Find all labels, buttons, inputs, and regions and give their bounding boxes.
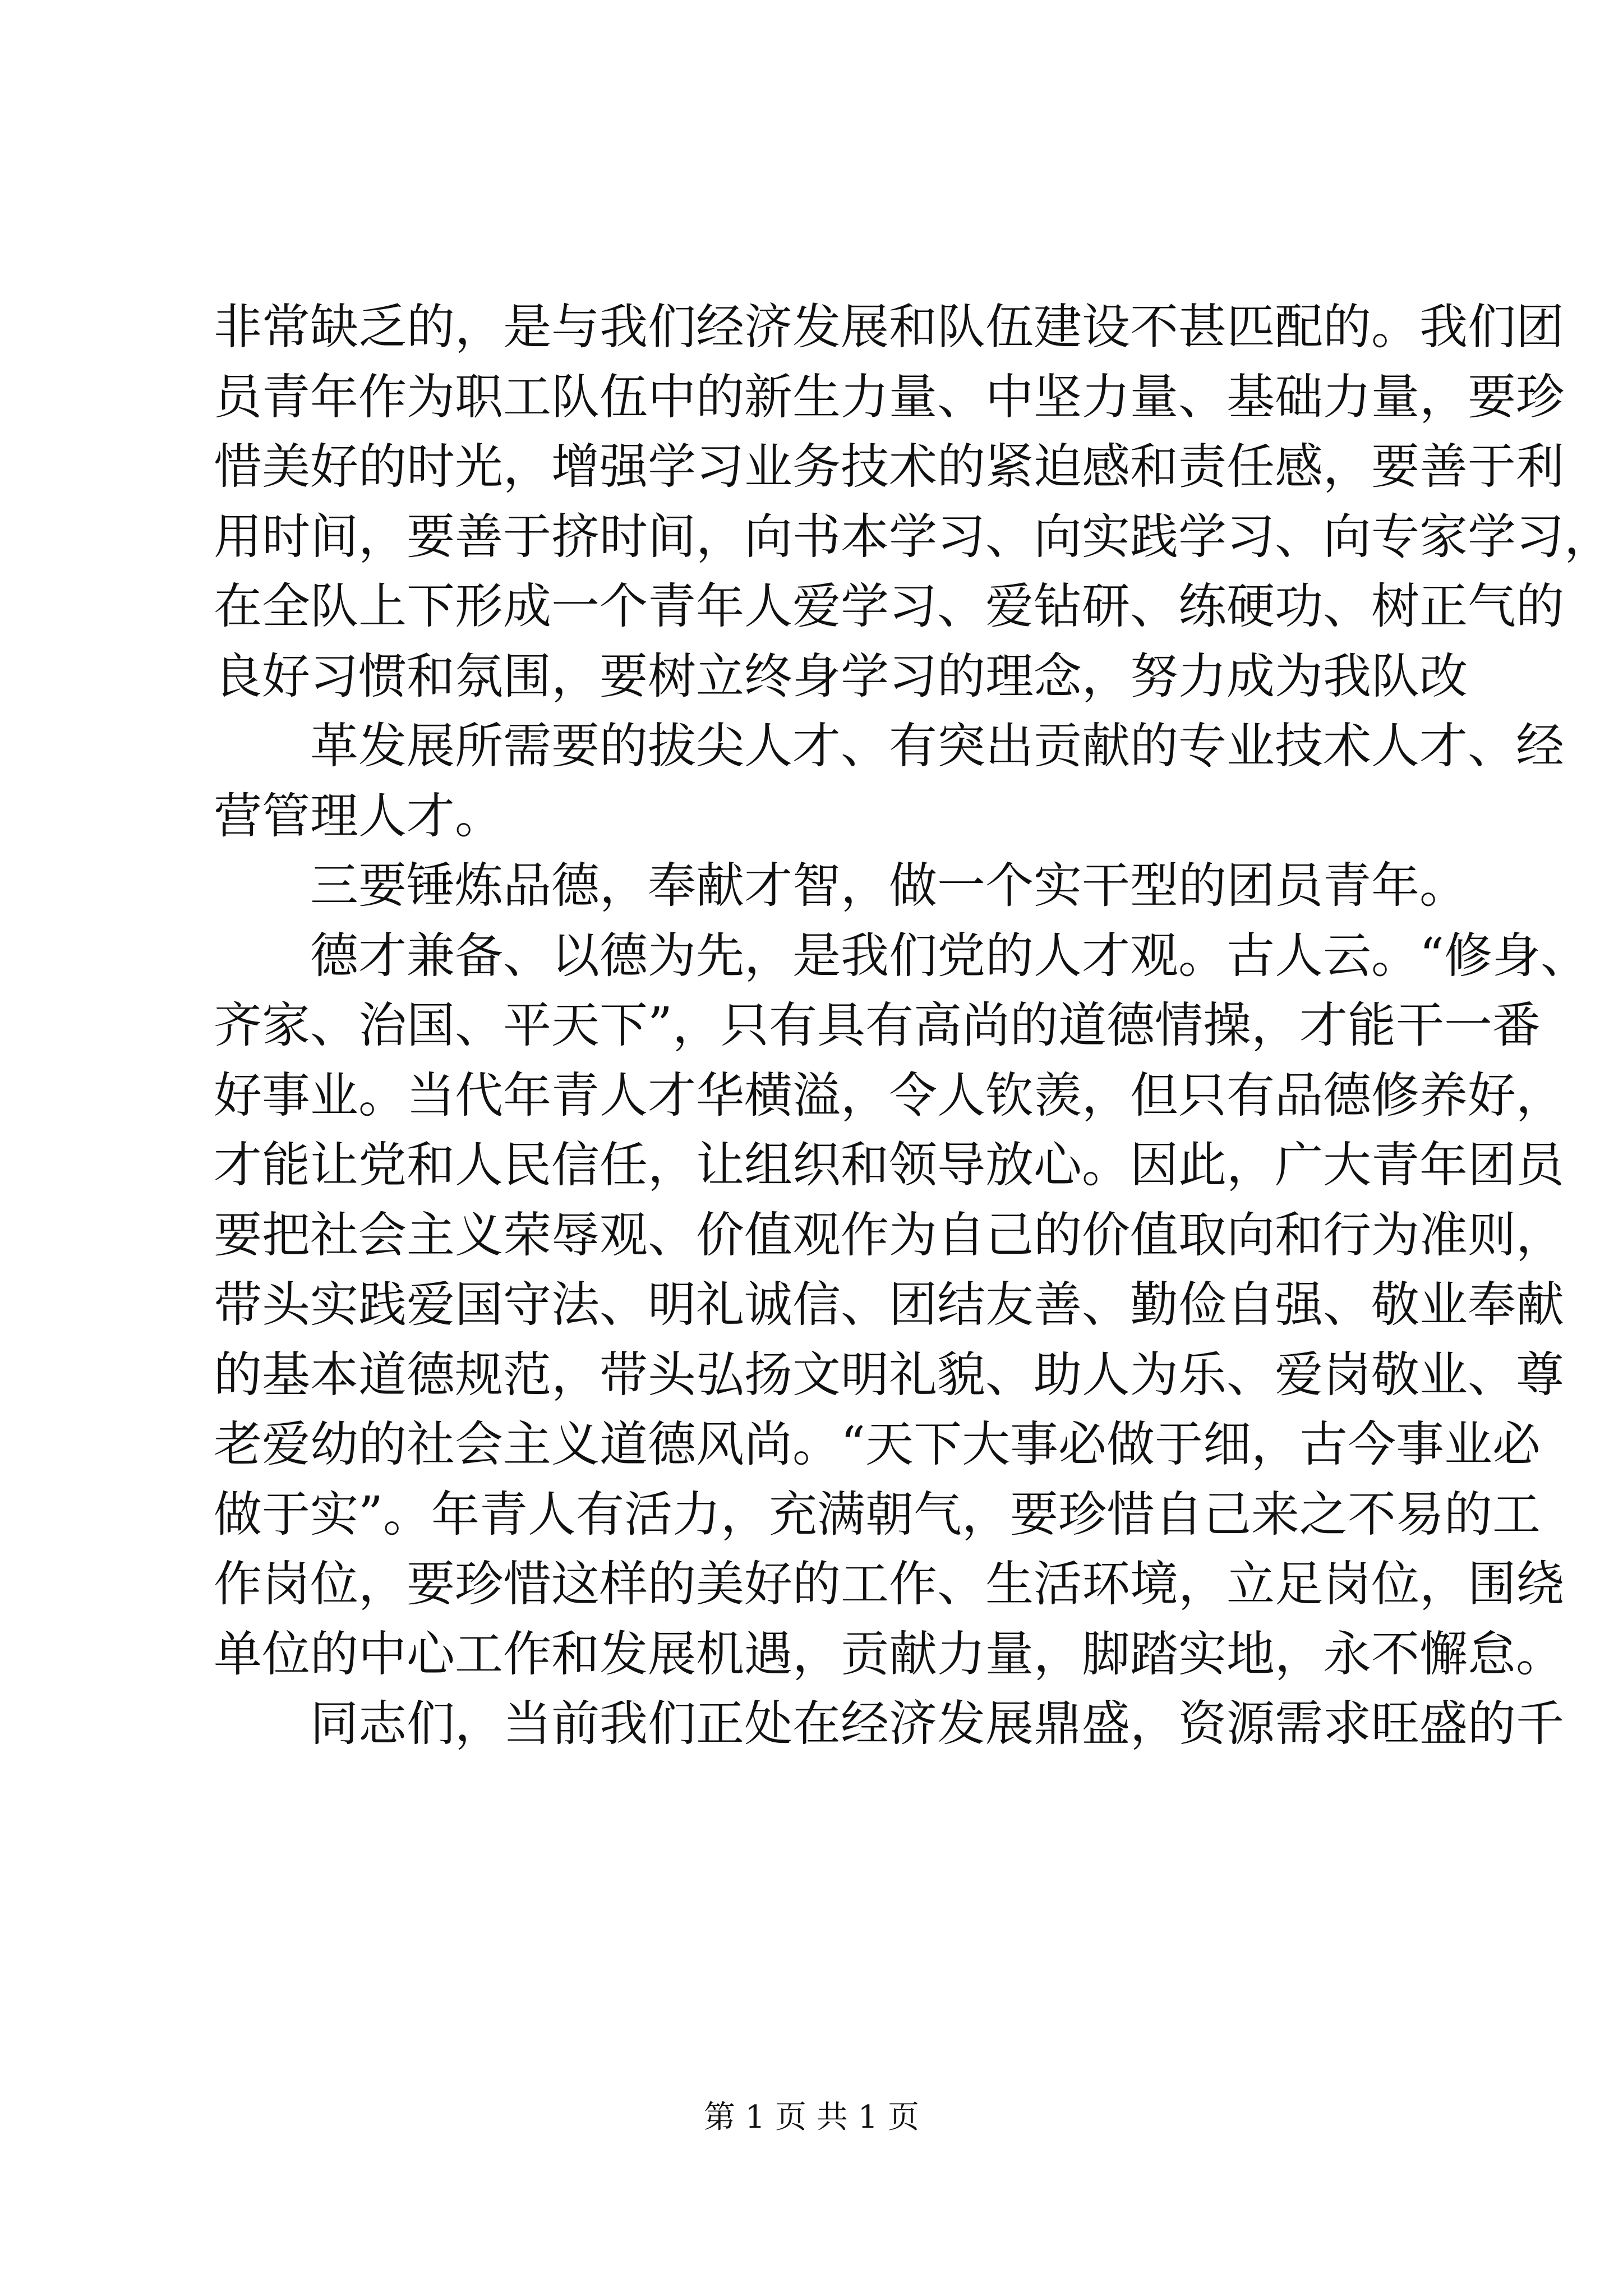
text-line: 带头实践爱国守法、明礼诚信、团结友善、勤俭自强、敬业奉献 (214, 1277, 1564, 1333)
page-footer: 第 1 页 共 1 页 (703, 2099, 920, 2136)
paragraph (214, 921, 1589, 1690)
paragraph (214, 711, 1564, 851)
text-line: 单位的中心工作和发展机遇，贡献力量，脚踏实地，永不懈怠。 (214, 1626, 1564, 1682)
text-line: 作岗位，要珍惜这样的美好的工作、生活环境，立足岗位，围绕 (214, 1556, 1564, 1612)
text-line: 革发展所需要的拔尖人才、有突出贡献的专业技术人才、经 (310, 718, 1564, 774)
text-line: 要把社会主义荣辱观、价值观作为自己的价值取向和行为准则， (214, 1207, 1564, 1263)
text-line: 做于实”。年青人有活力，充满朝气，要珍惜自己来之不易的工 (214, 1486, 1541, 1543)
text-line: 三要锤炼品德，奉献才智，做一个实干型的团员青年。 (310, 858, 1468, 914)
text-line: 员青年作为职工队伍中的新生力量、中坚力量、基础力量，要珍 (214, 369, 1564, 425)
text-line: 的基本道德规范，带头弘扬文明礼貌、助人为乐、爱岗敬业、尊 (214, 1346, 1564, 1403)
text-line: 惜美好的时光，增强学习业务技术的紧迫感和责任感，要善于利 (214, 439, 1564, 495)
paragraph (214, 1689, 1564, 1759)
paragraph (214, 851, 1468, 921)
text-line: 用时间，要善于挤时间，向书本学习、向实践学习、向专家学习， (214, 508, 1612, 565)
text-line: 好事业。当代年青人才华横溢，令人钦羡，但只有品德修养好， (214, 1067, 1564, 1124)
document-body (214, 292, 1612, 1759)
text-line: 在全队上下形成一个青年人爱学习、爱钻研、练硬功、树正气的 (214, 578, 1564, 634)
text-line: 非常缺乏的，是与我们经济发展和队伍建设不甚匹配的。我们团 (214, 299, 1564, 355)
paragraph (214, 292, 1612, 711)
text-line: 老爱幼的社会主义道德风尚。“天下大事必做于细，古今事业必 (214, 1416, 1541, 1473)
text-line: 良好习惯和氛围，要树立终身学习的理念，努力成为我队改 (214, 648, 1468, 705)
text-line: 营管理人才。 (214, 788, 503, 844)
text-line: 才能让党和人民信任，让组织和领导放心。因此，广大青年团员 (214, 1137, 1564, 1193)
text-line: 同志们，当前我们正处在经济发展鼎盛，资源需求旺盛的千 (310, 1696, 1564, 1752)
text-line: 齐家、治国、平天下”，只有具有高尚的道德情操，才能干一番 (214, 997, 1541, 1053)
text-line: 德才兼备、以德为先，是我们党的人才观。古人云。“修身、 (310, 927, 1589, 984)
